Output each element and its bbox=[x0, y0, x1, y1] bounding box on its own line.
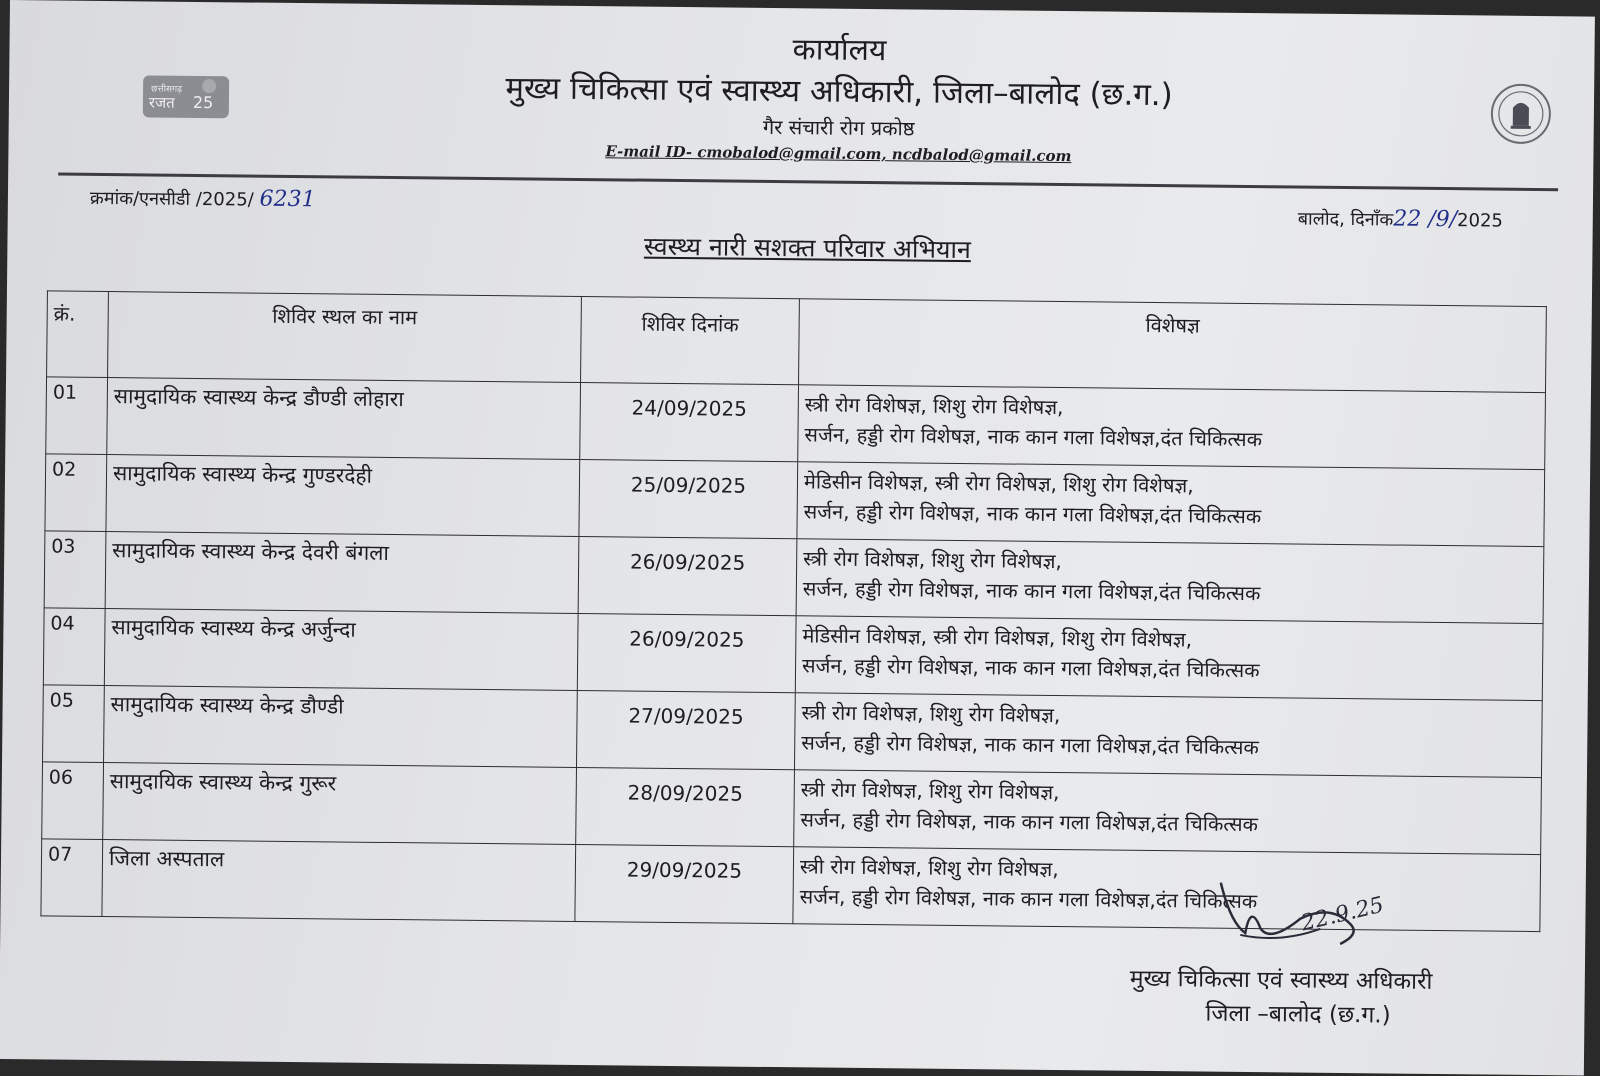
specialists-line-1: स्त्री रोग विशेषज्ञ, शिशु रोग विशेषज्ञ, bbox=[799, 854, 1059, 882]
row-specialists bbox=[796, 539, 1544, 624]
dateline-handwritten: 22 /9/ bbox=[1393, 206, 1458, 233]
specialists-line-2: सर्जन, हड्डी रोग विशेषज्ञ, नाक कान गला विशेषज्ञ,दंत चिकित्सक bbox=[802, 576, 1261, 606]
row-place: सामुदायिक स्वास्थ्य केन्द्र देवरी बंगला bbox=[105, 532, 579, 614]
specialists-line-1: स्त्री रोग विशेषज्ञ, शिशु रोग विशेषज्ञ, bbox=[804, 392, 1064, 420]
subject-title: स्वस्थ्य नारी सशक्त परिवार अभियान bbox=[643, 231, 972, 265]
row-specialists bbox=[797, 462, 1545, 547]
specialists-line-2: सर्जन, हड्डी रोग विशेषज्ञ, नाक कान गला विशेषज्ञ,दंत चिकित्सक bbox=[803, 499, 1262, 529]
header-date: शिविर दिनांक bbox=[581, 297, 800, 385]
row-date: 26/09/2025 bbox=[577, 613, 796, 692]
specialists-line-2: सर्जन, हड्डी रोग विशेषज्ञ, नाक कान गला विशेषज्ञ,दंत चिकित्सक bbox=[799, 884, 1258, 914]
office-name: मुख्य चिकित्सा एवं स्वास्थ्य अधिकारी, जिला–बालोद (छ.ग.) bbox=[505, 70, 1173, 114]
row-place: सामुदायिक स्वास्थ्य केन्द्र अर्जुन्दा bbox=[104, 609, 578, 691]
reference-handwritten-number: 6231 bbox=[259, 186, 316, 213]
row-date: 25/09/2025 bbox=[579, 459, 798, 538]
svg-text:25: 25 bbox=[192, 92, 214, 113]
row-serial: 01 bbox=[46, 377, 108, 455]
dateline-prefix: बालोद, दिनाँक bbox=[1297, 208, 1394, 231]
row-date: 27/09/2025 bbox=[576, 690, 795, 769]
office-title: कार्यालय bbox=[792, 32, 887, 69]
row-serial: 05 bbox=[43, 685, 105, 763]
reference-number bbox=[90, 185, 316, 212]
svg-text:छत्तीसगढ़: छत्तीसगढ़ bbox=[151, 84, 183, 95]
header-place: शिविर स्थल का नाम bbox=[108, 292, 582, 383]
specialists-line-1: मेडिसीन विशेषज्ञ, स्त्री रोग विशेषज्ञ, शिशु रोग विशेषज्ञ, bbox=[802, 623, 1193, 652]
row-date: 28/09/2025 bbox=[576, 767, 795, 846]
row-place: सामुदायिक स्वास्थ्य केन्द्र डौण्डी लोहारा bbox=[107, 378, 581, 460]
specialists-line-1: स्त्री रोग विशेषज्ञ, शिशु रोग विशेषज्ञ, bbox=[801, 700, 1061, 728]
specialists-line-1: स्त्री रोग विशेषज्ञ, शिशु रोग विशेषज्ञ, bbox=[803, 546, 1062, 574]
row-serial: 03 bbox=[44, 531, 106, 609]
header-serial: क्रं. bbox=[47, 291, 109, 378]
table-header-row bbox=[47, 291, 1547, 393]
svg-text:रजत: रजत bbox=[148, 93, 175, 112]
dateline bbox=[1298, 205, 1503, 232]
row-serial: 07 bbox=[41, 839, 103, 917]
specialists-line-2: सर्जन, हड्डी रोग विशेषज्ञ, नाक कान गला विशेषज्ञ,दंत चिकित्सक bbox=[801, 730, 1259, 760]
government-seal-icon bbox=[1489, 81, 1554, 146]
row-serial: 06 bbox=[42, 762, 104, 840]
row-date: 26/09/2025 bbox=[578, 536, 797, 615]
row-specialists bbox=[798, 385, 1546, 470]
row-place: सामुदायिक स्वास्थ्य केन्द्र गुरूर bbox=[103, 763, 577, 845]
row-place: सामुदायिक स्वास्थ्य केन्द्र गुण्डरदेही bbox=[106, 455, 580, 537]
signatory-designation: मुख्य चिकित्सा एवं स्वास्थ्य अधिकारी bbox=[1129, 965, 1433, 995]
specialists-line-1: स्त्री रोग विशेषज्ञ, शिशु रोग विशेषज्ञ, bbox=[800, 777, 1060, 805]
reference-prefix: क्रमांक/एनसीडी /2025/ bbox=[89, 187, 254, 211]
row-place: जिला अस्पताल bbox=[102, 840, 576, 922]
header-specialists: विशेषज्ञ bbox=[799, 299, 1547, 393]
specialists-line-2: सर्जन, हड्डी रोग विशेषज्ञ, नाक कान गला विशेषज्ञ,दंत चिकित्सक bbox=[801, 653, 1260, 683]
row-place: सामुदायिक स्वास्थ्य केन्द्र डौण्डी bbox=[104, 686, 578, 768]
specialists-line-2: सर्जन, हड्डी रोग विशेषज्ञ, नाक कान गला विशेषज्ञ,दंत चिकित्सक bbox=[800, 807, 1259, 837]
rajat-mahotsav-logo bbox=[141, 71, 232, 122]
row-date: 29/09/2025 bbox=[575, 844, 794, 923]
camp-schedule-table bbox=[40, 290, 1546, 932]
signatory-block bbox=[1129, 962, 1510, 1034]
cell-name: गैर संचारी रोग प्रकोष्ठ bbox=[762, 114, 915, 141]
dateline-year: 2025 bbox=[1456, 210, 1504, 232]
row-date: 24/09/2025 bbox=[580, 382, 799, 461]
row-serial: 04 bbox=[43, 608, 105, 686]
email-line: E-mail ID- cmobalod@gmail.com, ncdbalod@gmail.com bbox=[605, 142, 1072, 166]
row-specialists bbox=[794, 693, 1542, 778]
row-specialists bbox=[794, 770, 1542, 855]
specialists-line-1: मेडिसीन विशेषज्ञ, स्त्री रोग विशेषज्ञ, शिशु रोग विशेषज्ञ, bbox=[803, 469, 1194, 498]
letterhead bbox=[388, 26, 1289, 169]
row-serial: 02 bbox=[45, 454, 107, 532]
specialists-line-2: सर्जन, हड्डी रोग विशेषज्ञ, नाक कान गला विशेषज्ञ,दंत चिकित्सक bbox=[804, 422, 1263, 452]
signatory-district: जिला –बालोद (छ.ग.) bbox=[1205, 1000, 1391, 1029]
row-specialists bbox=[795, 616, 1543, 701]
signature-date: 22.9.25 bbox=[1298, 892, 1387, 937]
